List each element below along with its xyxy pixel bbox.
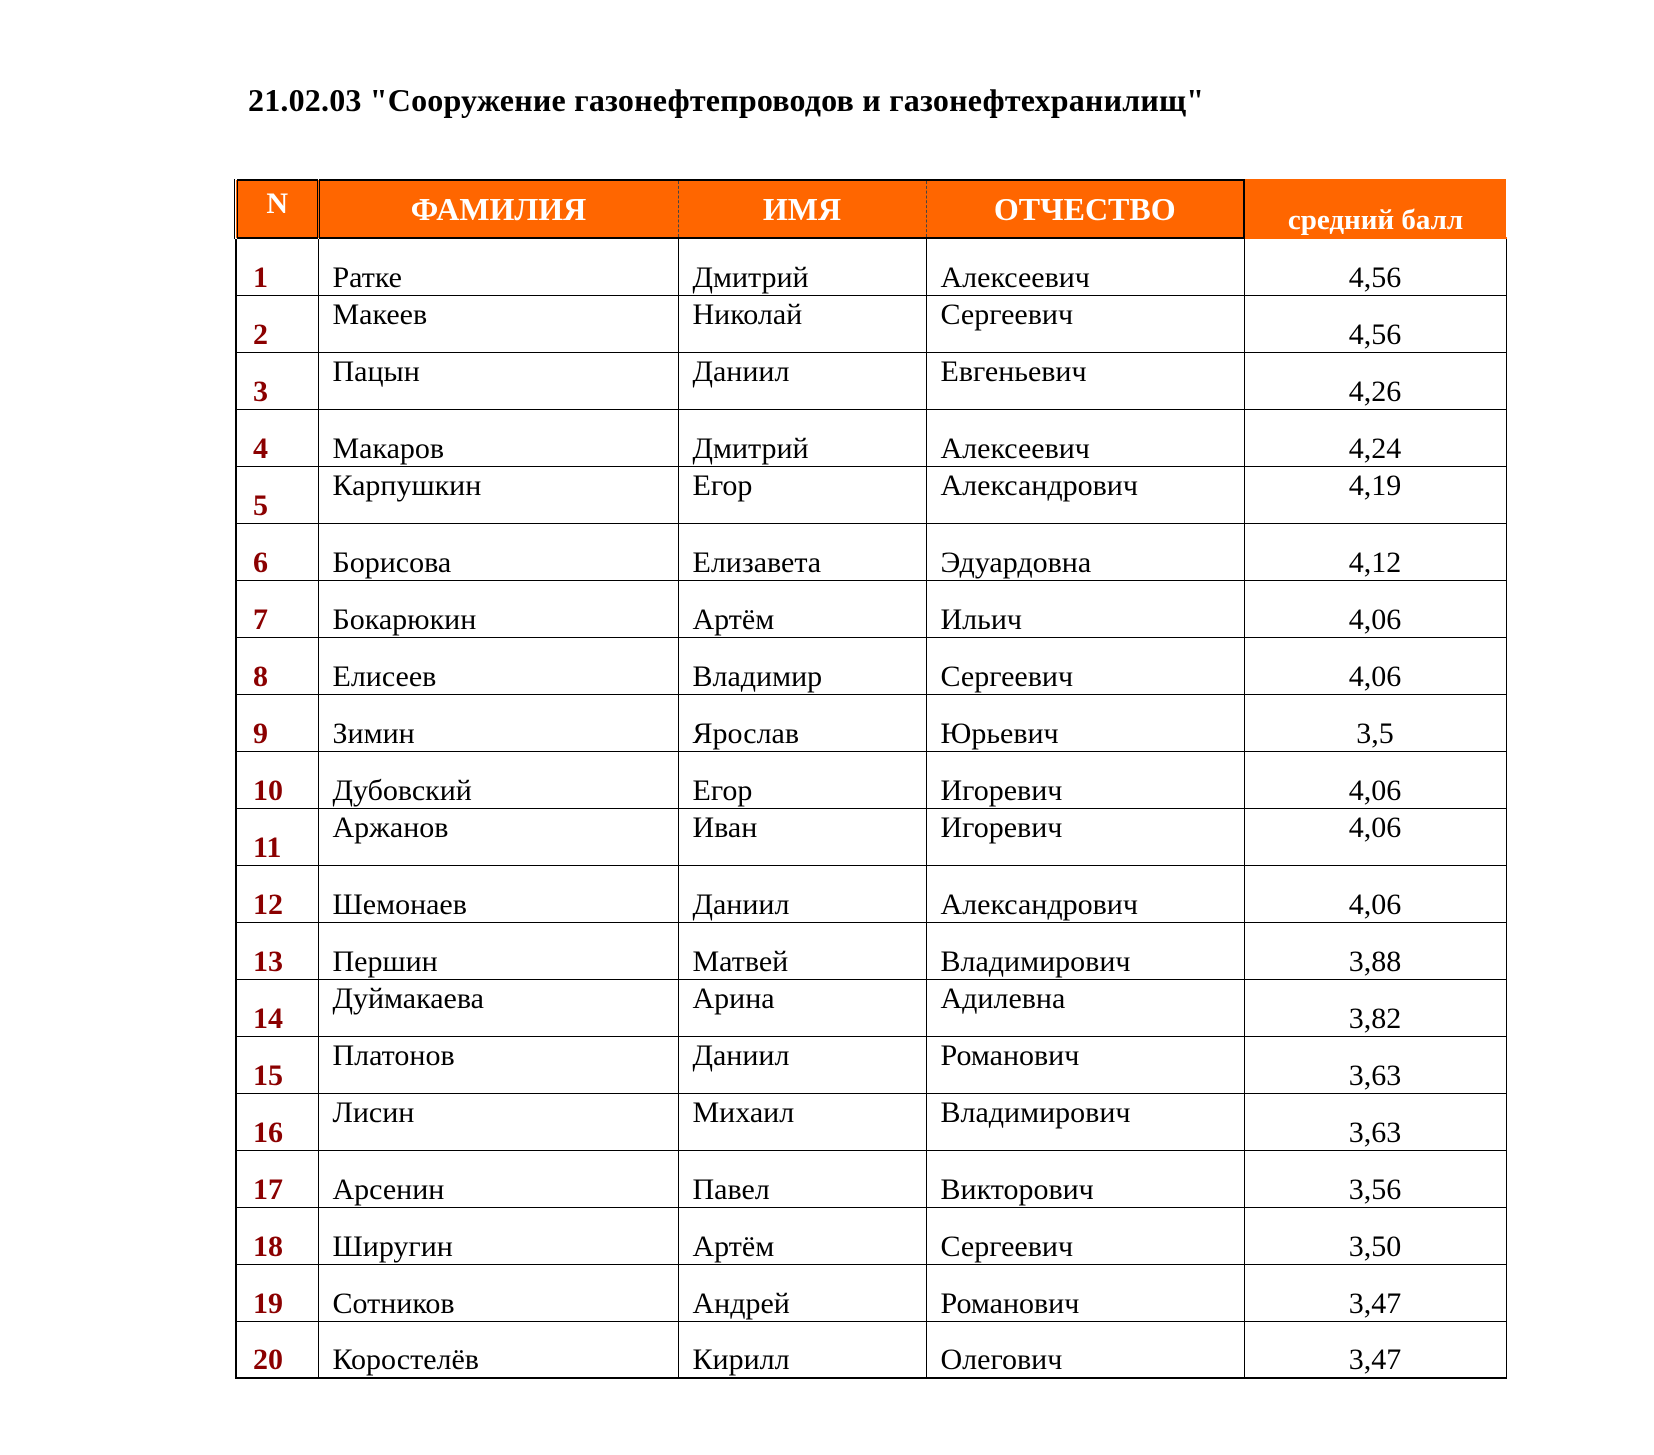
row-number: 7 — [236, 580, 318, 637]
table-row — [236, 1321, 1506, 1378]
average-score-cell: 4,06 — [1244, 637, 1506, 694]
average-score-cell: 4,19 — [1244, 466, 1506, 523]
name-cell: Михаил — [678, 1093, 926, 1150]
table-row — [236, 808, 1506, 865]
table-row — [236, 523, 1506, 580]
table-header — [236, 180, 1506, 238]
name-cell: Даниил — [678, 865, 926, 922]
surname-cell: Платонов — [318, 1036, 678, 1093]
row-number: 9 — [236, 694, 318, 751]
surname-cell: Карпушкин — [318, 466, 678, 523]
name-cell: Иван — [678, 808, 926, 865]
patronymic-cell: Владимирович — [926, 1093, 1244, 1150]
surname-cell: Ратке — [318, 238, 678, 295]
average-score-cell: 3,5 — [1244, 694, 1506, 751]
average-score-cell: 4,56 — [1244, 295, 1506, 352]
average-score-cell: 4,24 — [1244, 409, 1506, 466]
row-number: 10 — [236, 751, 318, 808]
students-grade-table — [234, 179, 1507, 1379]
name-cell: Даниил — [678, 1036, 926, 1093]
row-number: 6 — [236, 523, 318, 580]
row-number: 11 — [236, 808, 318, 865]
patronymic-cell: Романович — [926, 1264, 1244, 1321]
row-number: 4 — [236, 409, 318, 466]
surname-cell: Макаров — [318, 409, 678, 466]
table-row — [236, 409, 1506, 466]
average-score-cell: 4,12 — [1244, 523, 1506, 580]
header-surname: ФАМИЛИЯ — [318, 180, 678, 238]
average-score-cell: 3,88 — [1244, 922, 1506, 979]
table-row — [236, 751, 1506, 808]
row-number: 15 — [236, 1036, 318, 1093]
surname-cell: Елисеев — [318, 637, 678, 694]
average-score-cell: 4,06 — [1244, 580, 1506, 637]
name-cell: Артём — [678, 1207, 926, 1264]
average-score-cell: 4,06 — [1244, 751, 1506, 808]
patronymic-cell: Игоревич — [926, 808, 1244, 865]
name-cell: Дмитрий — [678, 238, 926, 295]
table-row — [236, 1036, 1506, 1093]
table-row — [236, 865, 1506, 922]
patronymic-cell: Викторович — [926, 1150, 1244, 1207]
header-name: ИМЯ — [678, 180, 926, 238]
surname-cell: Дубовский — [318, 751, 678, 808]
table-row — [236, 295, 1506, 352]
patronymic-cell: Александрович — [926, 865, 1244, 922]
table-row — [236, 466, 1506, 523]
row-number: 5 — [236, 466, 318, 523]
row-number: 12 — [236, 865, 318, 922]
surname-cell: Макеев — [318, 295, 678, 352]
average-score-cell: 3,47 — [1244, 1264, 1506, 1321]
average-score-cell: 3,63 — [1244, 1036, 1506, 1093]
patronymic-cell: Романович — [926, 1036, 1244, 1093]
name-cell: Кирилл — [678, 1321, 926, 1378]
header-number: N — [236, 180, 318, 238]
average-score-cell: 3,82 — [1244, 979, 1506, 1036]
row-number: 2 — [236, 295, 318, 352]
row-number: 16 — [236, 1093, 318, 1150]
table-row — [236, 1150, 1506, 1207]
header-average-score: средний балл — [1244, 180, 1506, 238]
name-cell: Артём — [678, 580, 926, 637]
surname-cell: Шемонаев — [318, 865, 678, 922]
name-cell: Матвей — [678, 922, 926, 979]
table-row — [236, 1207, 1506, 1264]
patronymic-cell: Владимирович — [926, 922, 1244, 979]
average-score-cell: 3,47 — [1244, 1321, 1506, 1378]
name-cell: Николай — [678, 295, 926, 352]
row-number: 1 — [236, 238, 318, 295]
table-row — [236, 580, 1506, 637]
table-body — [236, 238, 1506, 1378]
table-row — [236, 1093, 1506, 1150]
name-cell: Арина — [678, 979, 926, 1036]
patronymic-cell: Адилевна — [926, 979, 1244, 1036]
name-cell: Владимир — [678, 637, 926, 694]
row-number: 14 — [236, 979, 318, 1036]
average-score-cell: 3,63 — [1244, 1093, 1506, 1150]
surname-cell: Ширугин — [318, 1207, 678, 1264]
patronymic-cell: Игоревич — [926, 751, 1244, 808]
header-row — [236, 180, 1506, 238]
average-score-cell: 4,06 — [1244, 865, 1506, 922]
row-number: 3 — [236, 352, 318, 409]
row-number: 20 — [236, 1321, 318, 1378]
row-number: 8 — [236, 637, 318, 694]
surname-cell: Арсенин — [318, 1150, 678, 1207]
patronymic-cell: Олегович — [926, 1321, 1244, 1378]
surname-cell: Борисова — [318, 523, 678, 580]
patronymic-cell: Евгеньевич — [926, 352, 1244, 409]
name-cell: Елизавета — [678, 523, 926, 580]
average-score-cell: 3,56 — [1244, 1150, 1506, 1207]
table-row — [236, 637, 1506, 694]
row-number: 13 — [236, 922, 318, 979]
row-number: 19 — [236, 1264, 318, 1321]
table-row — [236, 352, 1506, 409]
patronymic-cell: Сергеевич — [926, 295, 1244, 352]
average-score-cell: 4,26 — [1244, 352, 1506, 409]
name-cell: Дмитрий — [678, 409, 926, 466]
name-cell: Даниил — [678, 352, 926, 409]
patronymic-cell: Эдуардовна — [926, 523, 1244, 580]
surname-cell: Пацын — [318, 352, 678, 409]
name-cell: Павел — [678, 1150, 926, 1207]
patronymic-cell: Алексеевич — [926, 238, 1244, 295]
surname-cell: Коростелёв — [318, 1321, 678, 1378]
table-row — [236, 1264, 1506, 1321]
surname-cell: Зимин — [318, 694, 678, 751]
average-score-cell: 3,50 — [1244, 1207, 1506, 1264]
surname-cell: Бокарюкин — [318, 580, 678, 637]
document-title: 21.02.03 "Сооружение газонефтепроводов и газонефтехранилищ" — [248, 82, 1205, 118]
average-score-cell: 4,56 — [1244, 238, 1506, 295]
surname-cell: Дуймакаева — [318, 979, 678, 1036]
table-row — [236, 238, 1506, 295]
header-patronymic: ОТЧЕСТВО — [926, 180, 1244, 238]
patronymic-cell: Сергеевич — [926, 1207, 1244, 1264]
name-cell: Ярослав — [678, 694, 926, 751]
patronymic-cell: Алексеевич — [926, 409, 1244, 466]
name-cell: Егор — [678, 751, 926, 808]
surname-cell: Сотников — [318, 1264, 678, 1321]
name-cell: Андрей — [678, 1264, 926, 1321]
surname-cell: Аржанов — [318, 808, 678, 865]
table-row — [236, 694, 1506, 751]
patronymic-cell: Александрович — [926, 466, 1244, 523]
table-row — [236, 979, 1506, 1036]
name-cell: Егор — [678, 466, 926, 523]
table-row — [236, 922, 1506, 979]
patronymic-cell: Ильич — [926, 580, 1244, 637]
row-number: 17 — [236, 1150, 318, 1207]
average-score-cell: 4,06 — [1244, 808, 1506, 865]
surname-cell: Лисин — [318, 1093, 678, 1150]
row-number: 18 — [236, 1207, 318, 1264]
surname-cell: Першин — [318, 922, 678, 979]
patronymic-cell: Юрьевич — [926, 694, 1244, 751]
patronymic-cell: Сергеевич — [926, 637, 1244, 694]
